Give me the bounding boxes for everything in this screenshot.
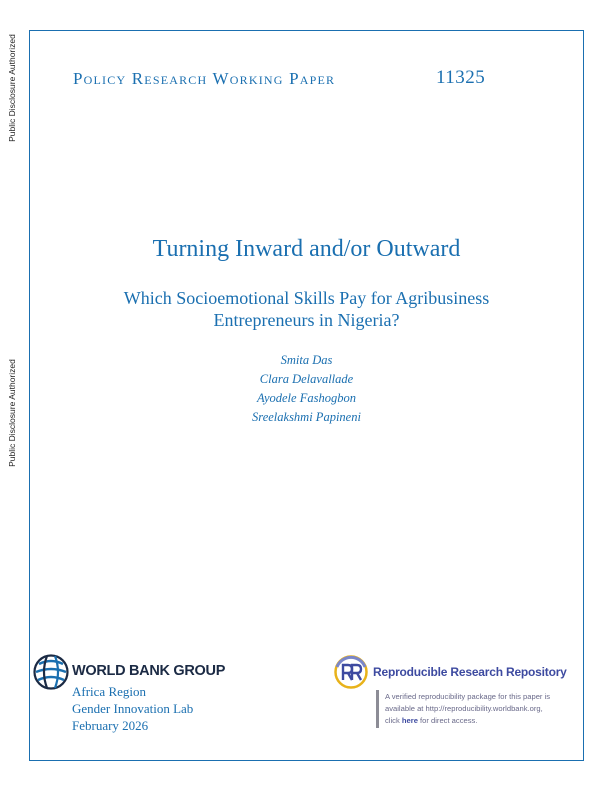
publishing-unit xyxy=(72,683,193,734)
subtitle-line: Entrepreneurs in Nigeria? xyxy=(213,310,400,330)
disclosure-note-top: Public Disclosure Authorized xyxy=(7,34,17,142)
author-list xyxy=(30,351,583,427)
rr-logo-icon xyxy=(333,655,369,689)
note-divider xyxy=(376,690,379,728)
subtitle-line: Which Socioemotional Skills Pay for Agribusiness xyxy=(123,288,490,308)
disclosure-note-middle: Public Disclosure Authorized xyxy=(7,359,17,467)
note-line xyxy=(385,715,585,727)
here-link[interactable]: here xyxy=(401,716,418,725)
series-name: Policy Research Working Paper xyxy=(73,69,336,88)
globe-icon xyxy=(33,654,69,690)
note-line: available at http://reproducibility.worldbank.org, xyxy=(385,704,543,713)
note-text: click xyxy=(385,716,402,725)
lab-label: Gender Innovation Lab xyxy=(72,701,194,716)
publication-date: February 2026 xyxy=(72,718,149,733)
note-text: for direct access. xyxy=(417,716,478,725)
repository-title: Reproducible Research Repository xyxy=(373,665,567,679)
repository-note xyxy=(385,691,585,727)
logo-wordmark: WORLD BANK GROUP xyxy=(72,663,226,679)
note-line: A verified reproducibility package for this paper is xyxy=(385,692,551,701)
paper-number: 11325 xyxy=(436,67,486,88)
author-name: Ayodele Fashogbon xyxy=(257,391,356,405)
paper-subtitle xyxy=(30,287,583,331)
author-name: Sreelakshmi Papineni xyxy=(252,410,361,424)
author-name: Smita Das xyxy=(280,353,333,367)
paper-title: Turning Inward and/or Outward xyxy=(152,236,461,262)
region-label: Africa Region xyxy=(72,684,147,699)
author-name: Clara Delavallade xyxy=(259,372,354,386)
